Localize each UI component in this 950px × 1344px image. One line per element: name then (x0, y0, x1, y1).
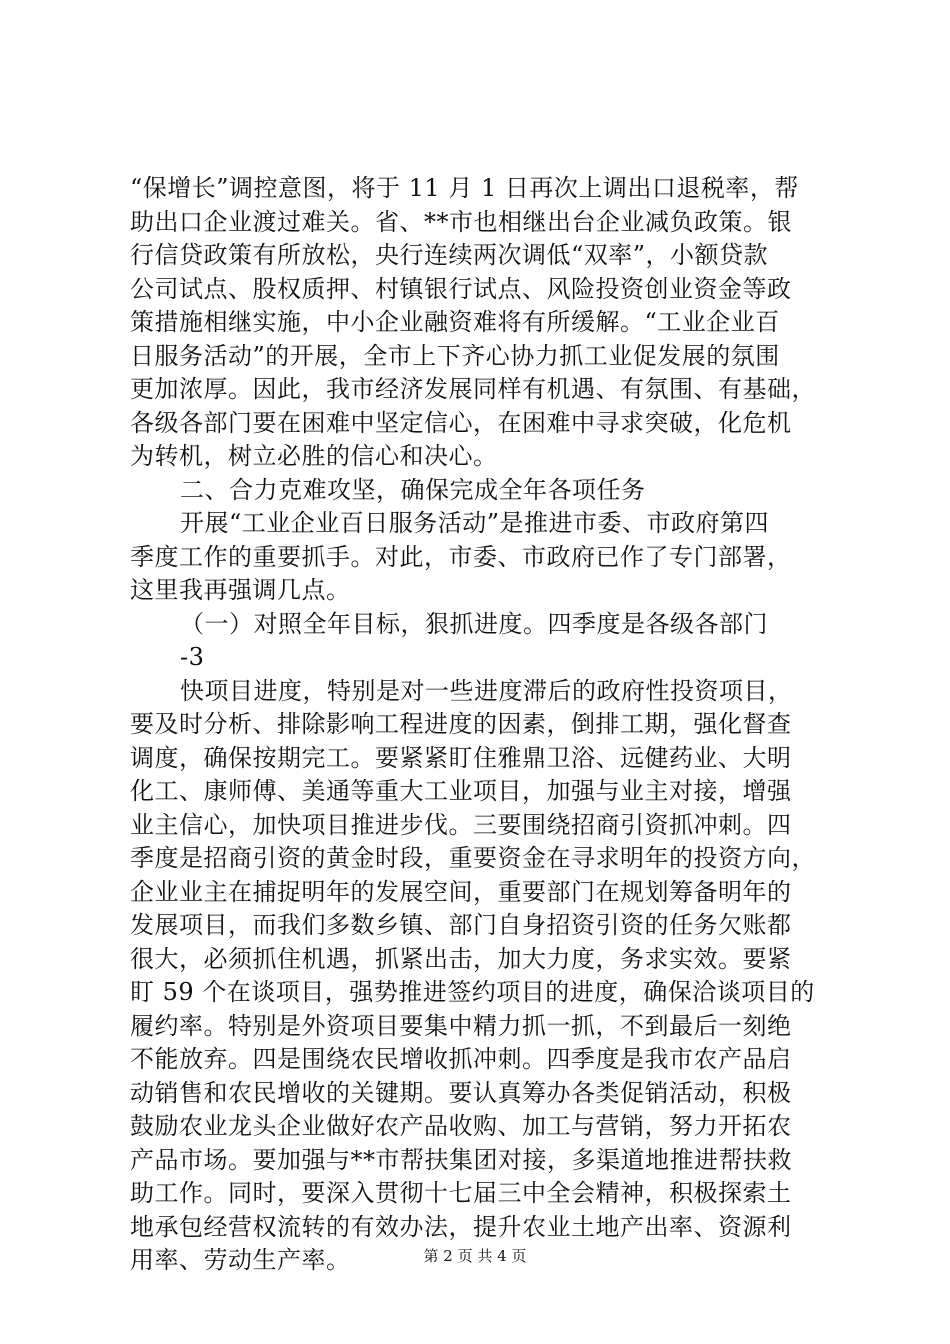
paragraph-line: 助出口企业渡过难关。省、**市也相继出台企业减负政策。银 (130, 207, 792, 236)
paragraph-line: 为转机，树立必胜的信心和决心。 (130, 442, 498, 470)
paragraph-line: 化工、康师傅、美通等重大工业项目，加强与业主对接，增强 (130, 777, 792, 805)
paragraph-line: 履约率。特别是外资项目要集中精力抓一抓，不到最后一刻绝 (130, 1011, 792, 1040)
paragraph-line: 要及时分析、排除影响工程进度的因素，倒排工期，强化督查 (130, 710, 792, 738)
paragraph-line: 季度是招商引资的黄金时段，重要资金在寻求明年的投资方向， (130, 844, 816, 872)
paragraph-line: 公司试点、股权质押、村镇银行试点、风险投资创业资金等政 (130, 274, 792, 303)
paragraph-line: 不能放弃。四是围绕农民增收抓冲刺。四季度是我市农产品启 (130, 1045, 792, 1073)
paragraph-1 (130, 172, 835, 474)
paragraph-line: 开展“工业企业百日服务活动”是推进市委、市政府第四 (180, 509, 770, 537)
document-body (130, 172, 835, 1278)
paragraph-line: “保增长”调控意图，将于 11 月 1 日再次上调出口退税率，帮 (130, 174, 799, 202)
paragraph-line: 用率、劳动生产率。 (130, 1246, 351, 1274)
paragraph-4 (130, 675, 835, 1278)
paragraph-line: 日服务活动”的开展，全市上下齐心协力抓工业促发展的氛围 (130, 341, 780, 370)
paragraph-line: 很大，必须抓住机遇，抓紧出击，加大力度，务求实效。要紧 (130, 944, 792, 973)
paragraph-line: 盯 59 个在谈项目，强势推进签约项目的进度，确保洽谈项目的 (130, 978, 815, 1006)
paragraph-line: 鼓励农业龙头企业做好农产品收购、加工与营销，努力开拓农 (130, 1112, 792, 1140)
paragraph-line: 调度，确保按期完工。要紧紧盯住雅鼎卫浴、远健药业、大明 (130, 743, 792, 772)
paragraph-line: 企业业主在捕捉明年的发展空间，重要部门在规划筹备明年的 (130, 877, 792, 906)
paragraph-line: 动销售和农民增收的关键期。要认真筹办各类促销活动，积极 (130, 1078, 792, 1107)
paragraph-line: 更加浓厚。因此，我市经济发展同样有机遇、有氛围、有基础， (130, 375, 816, 403)
paragraph-line: 行信贷政策有所放松，央行连续两次调低“双率”，小额贷款 (130, 241, 769, 269)
paragraph-line: 地承包经营权流转的有效办法，提升农业土地产出率、资源利 (130, 1212, 792, 1241)
page-marker: -3 (180, 643, 205, 671)
paragraph-line: 季度工作的重要抓手。对此，市委、市政府已作了专门部署， (130, 542, 792, 571)
paragraph-line: 策措施相继实施，中小企业融资难将有所缓解。“工业企业百 (130, 308, 780, 336)
paragraph-line: 这里我再强调几点。 (130, 576, 351, 604)
paragraph-line: 产品市场。要加强与**市帮扶集团对接，多渠道地推进帮扶救 (130, 1145, 792, 1174)
paragraph-2 (130, 507, 835, 608)
section-heading: 二、合力克难攻坚，确保完成全年各项任务 (180, 475, 646, 504)
paragraph-line: 助工作。同时，要深入贯彻十七届三中全会精神，积极探索土 (130, 1179, 792, 1207)
paragraph-3 (130, 608, 835, 642)
page-number-footer: 第 2 页 共 4 页 (423, 1247, 527, 1265)
paragraph-line: 发展项目，而我们多数乡镇、部门自身招资引资的任务欠账都 (130, 911, 792, 939)
paragraph-line: 快项目进度，特别是对一些进度滞后的政府性投资项目， (180, 676, 793, 705)
paragraph-line: （一）对照全年目标，狠抓进度。四季度是各级各部门 (180, 609, 768, 638)
paragraph-line: 各级各部门要在困难中坚定信心，在困难中寻求突破，化危机 (130, 408, 792, 437)
paragraph-line: 业主信心，加快项目推进步伐。三要围绕招商引资抓冲刺。四 (130, 810, 792, 839)
